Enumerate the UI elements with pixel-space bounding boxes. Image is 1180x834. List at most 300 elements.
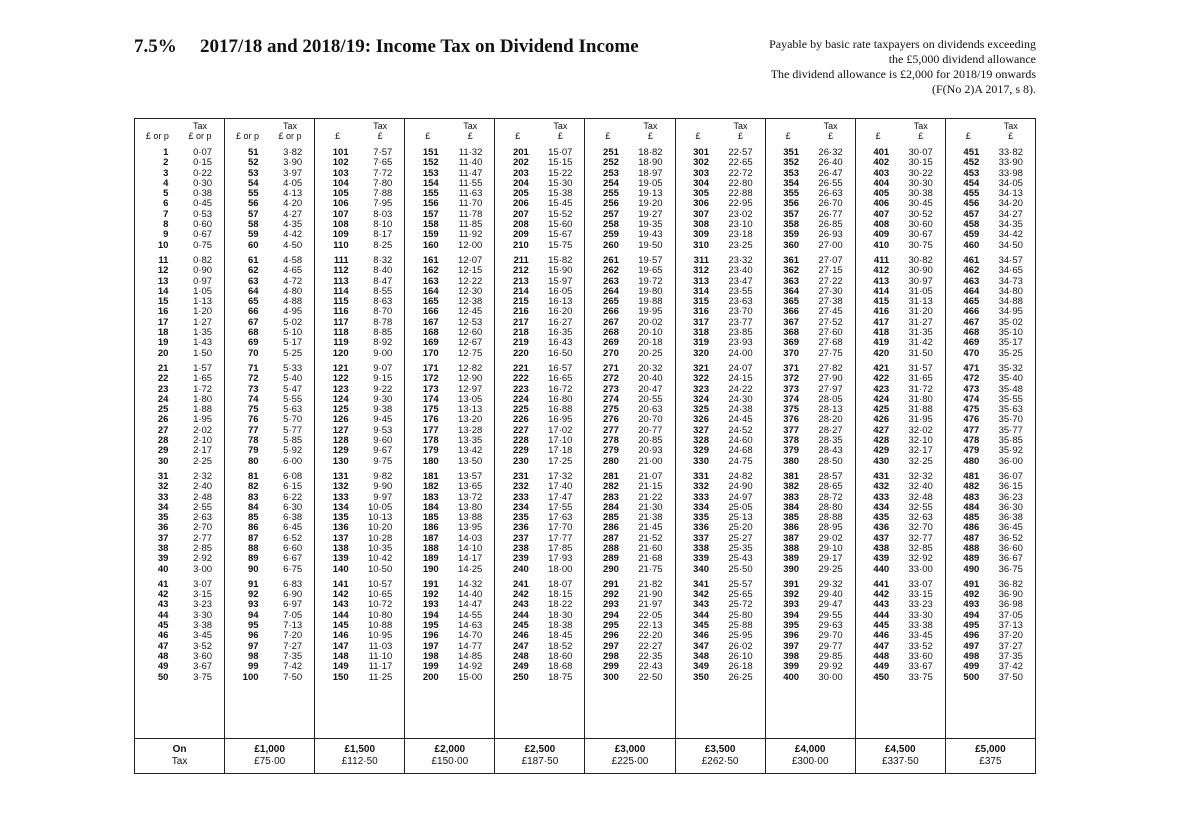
tax-cell: 24·15 — [728, 373, 753, 385]
amount-cell: 463 — [963, 275, 980, 287]
amount-cell: 51 — [247, 147, 259, 158]
amount-cell: 73 — [247, 383, 259, 395]
tax-cell: 14·40 — [458, 589, 483, 601]
tax-cell: 23·02 — [728, 208, 753, 220]
amount-cell: 205 — [512, 188, 529, 200]
tax-cell: 32·70 — [908, 522, 933, 534]
tax-cell: 12·38 — [458, 296, 483, 308]
tax-cell: 32·25 — [908, 455, 933, 467]
amount-cell: 241 — [512, 578, 529, 590]
amount-cell: 156 — [422, 198, 439, 210]
rate-heading: 7.5% — [134, 36, 177, 57]
amount-cell: 371 — [783, 362, 800, 374]
footer-cell — [856, 739, 946, 773]
amount-cell: 379 — [783, 445, 800, 457]
amount-cell: 90 — [247, 563, 259, 575]
amount-cell: 485 — [963, 512, 980, 524]
amount-cell: 314 — [693, 285, 709, 297]
tax-cell: 27·38 — [818, 296, 843, 308]
table-row — [317, 673, 402, 683]
tax-label: Tax — [553, 121, 568, 131]
amount-cell: 295 — [603, 620, 619, 632]
amount-cell: 483 — [963, 491, 980, 503]
row-group — [497, 580, 582, 683]
table-row — [497, 565, 582, 575]
amount-cell: 76 — [247, 414, 259, 426]
amount-cell: 361 — [783, 254, 800, 266]
amount-cell: 351 — [783, 147, 800, 158]
tax-cell: 0·82 — [193, 254, 213, 266]
amount-cell: 211 — [513, 254, 529, 266]
amount-cell: 256 — [603, 198, 619, 210]
row-group — [858, 364, 943, 467]
amount-cell: 37 — [157, 532, 169, 544]
table-row — [137, 457, 222, 467]
allowance-notes — [769, 37, 1036, 97]
tax-cell: 34·27 — [998, 208, 1023, 220]
amount-cell: 319 — [693, 337, 709, 349]
amount-column-header: £ — [875, 131, 881, 141]
tax-cell: 1·05 — [193, 285, 213, 297]
table-row — [587, 457, 672, 467]
tax-cell: 1·50 — [193, 347, 213, 359]
amount-cell: 65 — [247, 296, 259, 308]
tax-cell: 26·25 — [728, 671, 753, 683]
tax-cell: 33·82 — [998, 147, 1023, 158]
amount-cell: 52 — [247, 157, 259, 169]
tax-cell: 15·67 — [548, 229, 573, 241]
row-group — [227, 472, 312, 575]
row-group — [858, 580, 943, 683]
tax-cell: 30·97 — [908, 275, 933, 287]
amount-cell: 404 — [873, 177, 890, 189]
amount-cell: 66 — [247, 306, 259, 318]
amount-cell: 478 — [963, 435, 980, 447]
amount-cell: 70 — [247, 347, 259, 359]
tax-column-header — [268, 121, 312, 143]
tax-cell: 18·82 — [638, 147, 663, 158]
tax-cell: 23·10 — [728, 219, 753, 231]
tax-cell: 5·10 — [283, 327, 303, 339]
row-group — [768, 148, 853, 251]
amount-cell: 15 — [157, 296, 169, 308]
tax-cell: 1·65 — [193, 373, 213, 385]
amount-cell: 484 — [963, 501, 980, 513]
tax-cell: 34·95 — [998, 306, 1023, 318]
tax-cell: 20·02 — [638, 316, 663, 328]
tax-cell: 25·95 — [728, 630, 753, 642]
tax-cell: 4·50 — [283, 239, 303, 251]
amount-cell: 107 — [332, 208, 349, 220]
table-block — [946, 119, 1035, 738]
amount-cell: 203 — [512, 167, 529, 179]
amount-cell: 135 — [332, 512, 349, 524]
tax-cell: 15·38 — [548, 188, 573, 200]
amount-cell: 401 — [873, 147, 890, 158]
amount-cell: 227 — [512, 424, 529, 436]
table-row — [948, 662, 1033, 672]
tax-label: Tax — [733, 121, 748, 131]
tax-cell: 3·75 — [193, 671, 213, 683]
amount-cell: 200 — [422, 671, 439, 683]
table-row — [227, 349, 312, 359]
tax-cell: 22·13 — [638, 620, 663, 632]
tax-cell: 15·60 — [548, 219, 573, 231]
row-group — [317, 148, 402, 251]
amount-cell: 427 — [873, 424, 890, 436]
table-row — [497, 482, 582, 492]
amount-cell: 41 — [157, 578, 169, 590]
tax-cell: 28·13 — [818, 404, 843, 416]
tax-cell: 5·17 — [283, 337, 303, 349]
amount-cell: 313 — [693, 275, 709, 287]
amount-cell: 233 — [512, 491, 529, 503]
table-row — [407, 662, 492, 672]
amount-cell: 103 — [332, 167, 349, 179]
amount-cell: 95 — [247, 620, 259, 632]
tax-cell: 28·57 — [818, 470, 843, 482]
amount-cell: 40 — [157, 563, 169, 575]
amount-cell: 165 — [422, 296, 439, 308]
table-row — [678, 374, 763, 384]
amount-cell: 124 — [332, 393, 349, 405]
tax-cell: 11·92 — [458, 229, 483, 241]
amount-cell: 34 — [157, 501, 169, 513]
tax-label: Tax — [373, 121, 388, 131]
tax-cell: 13·72 — [458, 491, 483, 503]
amount-cell: 105 — [332, 188, 349, 200]
tax-cell: 14·25 — [458, 563, 483, 575]
row-group — [227, 364, 312, 467]
amount-cell: 140 — [332, 563, 349, 575]
row-group — [678, 364, 763, 467]
amount-cell: 28 — [157, 435, 169, 447]
tax-cell: 13·35 — [458, 435, 483, 447]
amount-cell: 443 — [873, 599, 890, 611]
amount-cell: 490 — [963, 563, 980, 575]
tax-cell: 34·42 — [998, 229, 1023, 241]
tax-label: Tax — [913, 121, 928, 131]
amount-cell: 283 — [603, 491, 619, 503]
tax-cell: 33·07 — [908, 578, 933, 590]
tax-cell: 14·03 — [458, 532, 483, 544]
tax-cell: 17·25 — [548, 455, 573, 467]
tax-cell: 18·38 — [548, 620, 573, 632]
tax-cell: 3·38 — [193, 620, 213, 632]
tax-cell: 37·20 — [998, 630, 1023, 642]
amount-cell: 62 — [247, 265, 259, 277]
amount-cell: 476 — [963, 414, 980, 426]
tax-cell: 3·23 — [193, 599, 213, 611]
amount-cell: 345 — [693, 620, 709, 632]
amount-cell: 220 — [512, 347, 529, 359]
amount-cell: 148 — [332, 650, 349, 662]
tax-cell: 32·32 — [908, 470, 933, 482]
amount-cell: 315 — [693, 296, 709, 308]
tax-cell: 18·90 — [638, 157, 663, 169]
amount-cell: 356 — [783, 198, 800, 210]
tax-cell: 30·75 — [908, 239, 933, 251]
amount-cell: 112 — [333, 265, 349, 277]
table-row — [587, 565, 672, 575]
amount-cell: 368 — [783, 327, 800, 339]
tax-cell: 17·63 — [548, 512, 573, 524]
amount-cell: 9 — [163, 229, 169, 241]
amount-cell: 32 — [157, 481, 169, 493]
tax-cell: 37·42 — [998, 661, 1023, 673]
amount-column-header: £ — [695, 131, 701, 141]
tax-cell: 1·80 — [193, 393, 213, 405]
footer-amount: £3,000 — [614, 744, 646, 755]
footer-cell — [676, 739, 766, 773]
tax-cell: 6·67 — [283, 553, 303, 565]
amount-cell: 355 — [783, 188, 800, 200]
tax-cell: 31·65 — [908, 373, 933, 385]
amount-cell: 184 — [422, 501, 439, 513]
amount-cell: 441 — [873, 578, 890, 590]
table-row — [497, 673, 582, 683]
tax-cell: 3·15 — [193, 589, 213, 601]
table-row — [768, 565, 853, 575]
table-row — [948, 673, 1033, 683]
tax-cell: 4·42 — [283, 229, 303, 241]
amount-cell: 328 — [693, 435, 709, 447]
tax-cell: 0·22 — [193, 167, 213, 179]
amount-cell: 193 — [422, 599, 439, 611]
table-row — [948, 482, 1033, 492]
tax-cell: 25·43 — [728, 553, 753, 565]
note-line: The dividend allowance is £2,000 for 2018/19 onwards — [770, 67, 1036, 81]
tax-cell: 32·55 — [908, 501, 933, 513]
tax-cell: 31·42 — [908, 337, 933, 349]
tax-cell: 19·13 — [638, 188, 663, 200]
amount-cell: 311 — [693, 254, 709, 266]
tax-cell: 2·70 — [193, 522, 213, 534]
amount-cell: 293 — [603, 599, 619, 611]
tax-cell: 22·05 — [638, 609, 663, 621]
amount-cell: 45 — [157, 620, 169, 632]
amount-cell: 280 — [603, 455, 619, 467]
tax-cell: 36·45 — [998, 522, 1023, 534]
table-row — [407, 482, 492, 492]
tax-cell: 19·35 — [638, 219, 663, 231]
tax-cell: 36·60 — [998, 542, 1023, 554]
amount-cell: 416 — [873, 306, 890, 318]
amount-cell: 447 — [873, 640, 890, 652]
tax-cell: 13·05 — [458, 393, 483, 405]
tax-cell: 15·30 — [548, 177, 573, 189]
tax-cell: 4·88 — [283, 296, 303, 308]
tax-cell: 0·75 — [193, 239, 213, 251]
tax-cell: 7·80 — [373, 177, 393, 189]
amount-cell: 61 — [247, 254, 259, 266]
amount-cell: 143 — [332, 599, 349, 611]
tax-column-header — [538, 121, 582, 143]
amount-cell: 257 — [603, 208, 619, 220]
amount-cell: 387 — [783, 532, 800, 544]
tax-cell: 11·40 — [458, 157, 483, 169]
amount-cell: 413 — [873, 275, 890, 287]
row-group — [678, 580, 763, 683]
amount-cell: 499 — [963, 661, 980, 673]
tax-cell: 1·88 — [193, 404, 213, 416]
amount-cell: 228 — [512, 435, 529, 447]
tax-cell: 26·32 — [818, 147, 843, 158]
amount-cell: 255 — [603, 188, 619, 200]
tax-cell: 15·82 — [548, 254, 573, 266]
amount-cell: 423 — [873, 383, 890, 395]
tax-cell: 36·00 — [998, 455, 1023, 467]
tax-label: Tax — [643, 121, 658, 131]
amount-cell: 340 — [693, 563, 709, 575]
tax-cell: 32·85 — [908, 542, 933, 554]
amount-cell: 486 — [963, 522, 980, 534]
tax-cell: 25·65 — [728, 589, 753, 601]
row-group — [948, 148, 1033, 251]
tax-cell: 32·02 — [908, 424, 933, 436]
tax-cell: 33·75 — [908, 671, 933, 683]
amount-cell: 144 — [332, 609, 349, 621]
tax-cell: 9·45 — [373, 414, 393, 426]
amount-cell: 194 — [422, 609, 439, 621]
amount-cell: 419 — [873, 337, 890, 349]
amount-cell: 304 — [693, 177, 709, 189]
tax-cell: 5·02 — [283, 316, 303, 328]
row-group — [497, 364, 582, 467]
tax-cell: 19·88 — [638, 296, 663, 308]
amount-cell: 498 — [963, 650, 980, 662]
amount-cell: 78 — [247, 435, 259, 447]
tax-table — [134, 118, 1036, 774]
amount-cell: 162 — [422, 265, 439, 277]
tax-cell: 11·85 — [458, 219, 483, 231]
amount-cell: 164 — [422, 285, 439, 297]
amount-cell: 254 — [603, 177, 619, 189]
tax-cell: 31·80 — [908, 393, 933, 405]
tax-cell: 12·97 — [458, 383, 483, 395]
amount-cell: 370 — [783, 347, 800, 359]
tax-cell: 33·38 — [908, 620, 933, 632]
tax-cell: 33·23 — [908, 599, 933, 611]
table-row — [497, 374, 582, 384]
tax-cell: 4·27 — [283, 208, 303, 220]
tax-cell: 3·90 — [283, 157, 303, 169]
row-group — [137, 148, 222, 251]
tax-cell: 16·20 — [548, 306, 573, 318]
tax-cell: 20·47 — [638, 383, 663, 395]
tax-cell: 28·72 — [818, 491, 843, 503]
tax-cell: 8·03 — [373, 208, 393, 220]
tax-cell: 3·97 — [283, 167, 303, 179]
tax-cell: 9·22 — [373, 383, 393, 395]
amount-cell: 329 — [693, 445, 709, 457]
tax-cell: 26·55 — [818, 177, 843, 189]
footer-amount: £2,500 — [524, 744, 556, 755]
tax-cell: 26·77 — [818, 208, 843, 220]
tax-cell: 18·22 — [548, 599, 573, 611]
amount-cell: 276 — [603, 414, 619, 426]
amount-cell: 7 — [163, 208, 169, 220]
tax-cell: 6·45 — [283, 522, 303, 534]
tax-cell: 19·50 — [638, 239, 663, 251]
amount-cell: 125 — [332, 404, 349, 416]
table-row — [317, 241, 402, 251]
tax-cell: 35·48 — [998, 383, 1023, 395]
table-row — [587, 241, 672, 251]
amount-cell: 242 — [512, 589, 529, 601]
tax-cell: 9·60 — [373, 435, 393, 447]
tax-cell: 4·05 — [283, 177, 303, 189]
tax-cell: 1·95 — [193, 414, 213, 426]
tax-cell: 24·45 — [728, 414, 753, 426]
amount-cell: 344 — [693, 609, 709, 621]
amount-cell: 190 — [422, 563, 439, 575]
tax-cell: 13·57 — [458, 470, 483, 482]
amount-cell: 353 — [783, 167, 800, 179]
tax-cell: 12·67 — [458, 337, 483, 349]
tax-cell: 24·90 — [728, 481, 753, 493]
tax-cell: 22·72 — [728, 167, 753, 179]
amount-cell: 300 — [603, 671, 619, 683]
amount-cell: 268 — [603, 327, 619, 339]
amount-cell: 69 — [247, 337, 259, 349]
amount-cell: 348 — [693, 650, 709, 662]
amount-cell: 43 — [157, 599, 169, 611]
tax-cell: 37·27 — [998, 640, 1023, 652]
amount-cell: 201 — [512, 147, 529, 158]
tax-cell: 19·05 — [638, 177, 663, 189]
tax-cell: 19·65 — [638, 265, 663, 277]
amount-cell: 10 — [157, 239, 169, 251]
tax-cell: 33·67 — [908, 661, 933, 673]
table-block — [495, 119, 585, 738]
amount-cell: 168 — [422, 327, 439, 339]
amount-cell: 430 — [873, 455, 890, 467]
amount-cell: 234 — [512, 501, 529, 513]
amount-cell: 119 — [333, 337, 349, 349]
amount-cell: 20 — [157, 347, 169, 359]
tax-cell: 24·60 — [728, 435, 753, 447]
table-row — [137, 482, 222, 492]
amount-cell: 136 — [332, 522, 349, 534]
amount-cell: 152 — [422, 157, 439, 169]
amount-cell: 101 — [332, 147, 349, 158]
tax-cell: 29·10 — [818, 542, 843, 554]
tax-cell: 23·93 — [728, 337, 753, 349]
block-header — [317, 121, 402, 143]
tax-cell: 7·88 — [373, 188, 393, 200]
row-group — [137, 580, 222, 683]
amount-cell: 327 — [693, 424, 709, 436]
row-group — [497, 256, 582, 359]
amount-cell: 48 — [157, 650, 169, 662]
amount-cell: 149 — [332, 661, 349, 673]
tax-cell: 7·13 — [283, 620, 303, 632]
amount-cell: 275 — [603, 404, 619, 416]
tax-unit: £ — [918, 131, 924, 141]
row-group — [768, 364, 853, 467]
tax-cell: 15·00 — [458, 671, 483, 683]
tax-cell: 19·27 — [638, 208, 663, 220]
table-row — [497, 662, 582, 672]
amount-cell: 11 — [158, 254, 169, 266]
amount-cell: 374 — [783, 393, 800, 405]
tax-cell: 10·13 — [367, 512, 393, 524]
tax-cell: 8·70 — [373, 306, 393, 318]
tax-cell: 33·15 — [908, 589, 933, 601]
tax-cell: 9·00 — [373, 347, 393, 359]
amount-cell: 482 — [963, 481, 980, 493]
